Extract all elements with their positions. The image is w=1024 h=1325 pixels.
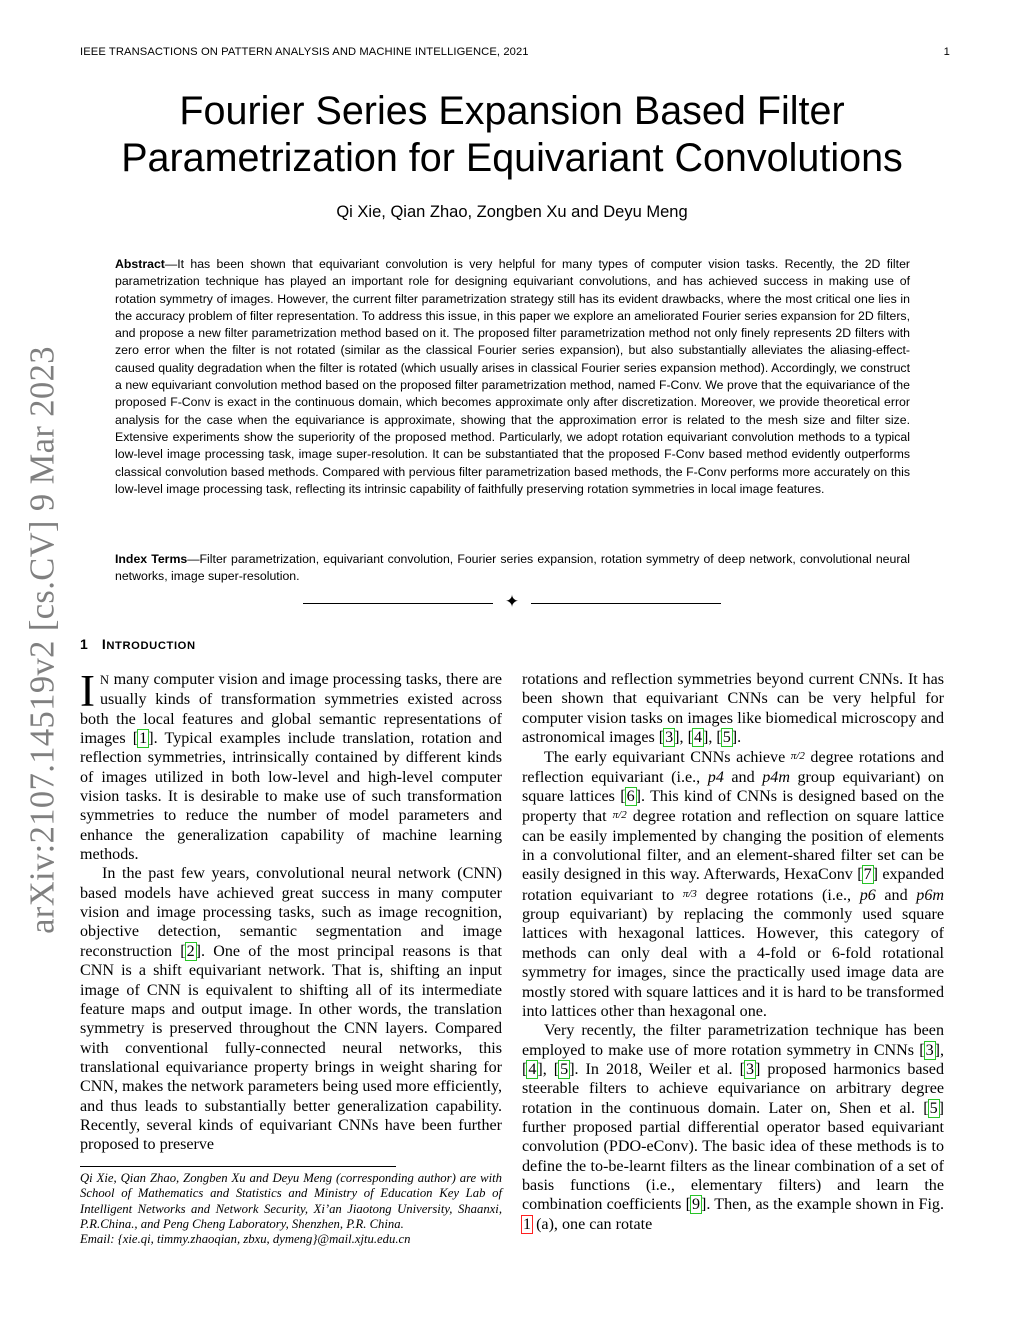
paragraph-text: and: [875, 886, 917, 904]
left-column: [80, 666, 502, 1155]
section-title-rest: NTRODUCTION: [106, 640, 196, 652]
figure-ref-link[interactable]: 1: [523, 1215, 532, 1233]
paragraph-text: The early equivariant CNNs achieve: [544, 749, 791, 767]
paragraph-text: degree rotation and reflection on square lattice can be easily implemented by changing the position of elements in a convolutional filter, and an element-shared filter set can be easily designed in this way. Afterwards, HexaConv: [522, 808, 944, 884]
fraction: π/2: [612, 809, 627, 822]
citation-link[interactable]: 3: [665, 729, 674, 747]
paragraph-text: (a), one can rotate: [532, 1215, 653, 1233]
citation-link[interactable]: 4: [693, 729, 702, 747]
footnote-email: Email: {xie.qi, timmy.zhaoqian, zbxu, dymeng}@mail.xjtu.edu.cn: [80, 1232, 411, 1247]
paper-title: Fourier Series Expansion Based Filter Parametrization for Equivariant Convolutions: [121, 89, 903, 180]
index-terms: [115, 551, 910, 586]
divider-line-left: [303, 603, 493, 604]
paragraph-text: degree rotations and reflection equivariant (i.e.,: [522, 749, 944, 786]
lead-in: N: [100, 673, 110, 687]
citation-link[interactable]: 1: [139, 730, 148, 748]
index-terms-label: Index Terms: [115, 552, 188, 566]
paragraph-text: proposed harmonics based steerable filters to achieve equivariance on arbitrary degree rotation in the continuous domain. Later on, Shen et al.: [522, 1060, 944, 1117]
section-heading: [80, 636, 196, 652]
paragraph-text: and: [723, 768, 763, 786]
running-header: [80, 46, 950, 58]
math-symbol: p6m: [916, 886, 944, 904]
citation-link[interactable]: 7: [863, 866, 872, 884]
right-column: [522, 670, 944, 1234]
separator: ,: [679, 729, 688, 747]
fraction: π/2: [790, 750, 805, 763]
citation-link[interactable]: 3: [925, 1041, 934, 1059]
paragraph-text: In the past few years, convolutional neural network (CNN) based models have achieved great success in many computer vision and image processing tasks, such as image recognition, objective detection, semantic segmentation and image reconstruction: [80, 865, 502, 960]
intro-paragraph-2: In the past few years, convolutional neural network (CNN) based models have achieved great success in many computer vision and image processing tasks, such as image recognition, objective detection, semantic segmentation and image reconstruction [2]. One of the most principal reasons is that CNN is a shift equivariant network. That is, shifting an input image of CNN is equivalent to shifting all of its intermediate feature maps and output image. In other words, the translation symmetry is preserved throughout the CNN layers. Compared with conventional fully-connected neural networks, this translational equivariance property brings in weight sharing for CNN, makes the network parameters being used more efficiently, and thus leads to substantially better generalization capability. Recently, several kinds of equivariant CNNs have been further proposed to preserve: [80, 865, 502, 1154]
paragraph-text: degree rotations (i.e.,: [696, 886, 860, 904]
paragraph-text: . Typical examples include translation, rotation and reflection symmetries, intrinsically contained by different kinds of images utilized in both low-level and high-level computer vision tasks. It is desirable to make use of such transformation symmetries to reduce the number of model parameters and enhance the generalization capability of machine learning methods.: [80, 730, 502, 864]
arxiv-identifier[interactable]: arXiv:2107.14519v2 [cs.CV] 9 Mar 2023: [23, 346, 62, 934]
paragraph-text: group equivariant) on square lattices: [522, 768, 944, 806]
drop-cap: I: [80, 666, 95, 716]
footnote-affiliation: Qi Xie, Qian Zhao, Zongben Xu and Deyu Meng (corresponding author) are with School of Mathematics and Statistics and Ministry of Education Key Lab of Intelligent Networks and Network Security, Xi’an Jiaotong University, Shaanxi, P.R.China., and Peng Cheng Laboratory, Shenzhen, P.R. China.: [80, 1171, 502, 1231]
paragraph-text: . Then, as the example shown in Fig.: [706, 1196, 944, 1214]
paragraph-text: group equivariant) by replacing the commonly used square lattices with hexagonal lattices. However, this category of methods can only deal with a 4-fold or 6-fold rotational symmetry for images, since the practically used image data are mostly stored with square lattices and it is hard to be transformed into lattices other than hexagonal one.: [522, 906, 944, 1020]
math-symbol: p4m: [762, 768, 790, 786]
intro-paragraph-4: The early equivariant CNNs achieve π/2 degree rotations and reflection equivariant (i.e., p4 and p4m group equivariant) on square lattices [6]. This kind of CNNs is designed based on the property that π/2 degree rotation and reflection on square lattice can be easily implemented by changing the position of elements in a convolutional filter, and an element-shared filter set can be easily designed in this way. Afterwards, HexaConv [7] expanded rotation equivariant to π/3 degree rotations (i.e., p6 and p6m group equivariant) by replacing the commonly used square lattices with hexagonal lattices. However, this category of methods can only deal with a 4-fold or 6-fold rotational symmetry for images, since the practically used image data are mostly stored with square lattices and it is hard to be transformed into lattices other than hexagonal one.: [522, 749, 944, 1020]
intro-paragraph-3: rotations and reflection symmetries beyond current CNNs. It has been shown that equivariant CNNs can be very helpful for computer vision tasks on images like biomedical microscopy and astronomical images [3], [4], [5].: [522, 671, 944, 747]
abstract: [115, 256, 910, 498]
index-terms-text: —Filter parametrization, equivariant convolution, Fourier series expansion, rotation symmetry of deep network, convolutional neural networks, image super-resolution.: [115, 552, 911, 584]
paragraph-text: . One of the most principal reasons is that CNN is a shift equivariant network. That is, shifting an input image of CNN is equivalent to shifting all of its intermediate feature maps and output image. In other words, the translation symmetry is preserved throughout the CNN layers. Compared with conventional fully-connected neural networks, this translational equivariance property brings in weight sharing for CNN, makes the network parameters being used more efficiently, and thus leads to substantially better generalization capability. Recently, several kinds of equivariant CNNs have been further proposed to preserve: [80, 942, 502, 1154]
affiliation-footnote: [80, 1171, 502, 1247]
citation-link[interactable]: 3: [745, 1060, 754, 1078]
footnote-rule: [80, 1166, 396, 1167]
math-symbol: p4: [707, 768, 724, 786]
author-list: Qi Xie, Qian Zhao, Zongben Xu and Deyu Meng: [336, 203, 688, 221]
paragraph-text: .: [737, 729, 742, 747]
citation-link[interactable]: 9: [691, 1196, 700, 1214]
intro-paragraph-1: I N many computer vision and image processing tasks, there are usually kinds of transformation symmetries existed across both the local features and global semantic representations of images [1]. Typical examples include translation, rotation and reflection symmetries, intrinsically contained by different kinds of images utilized in both low-level and high-level computer vision tasks. It is desirable to make use of such transformation symmetries to reduce the number of model parameters and enhance the generalization capability of machine learning methods.: [80, 666, 502, 864]
paragraph-text: . In 2018, Weiler et al.: [574, 1060, 740, 1078]
divider-line-right: [531, 603, 721, 604]
citation-link[interactable]: 6: [626, 788, 635, 806]
intro-paragraph-5: Very recently, the filter parametrization technique has been employed to make use of more rotation symmetry in CNNs [3], [4], [5]. In 2018, Weiler et al. [3] proposed harmonics based steerable filters to achieve equivariance on arbitrary degree rotation in the continuous domain. Later on, Shen et al. [5] further proposed partial differential operator based equivariant convolution (PDO-eConv). The basic idea of these methods is to define the to-be-learnt filters as the linear combination of a set of basis functions (i.e., elementary filters) and learn the combination coefficients [9]. Then, as the example shown in Fig. 1 (a), one can rotate: [522, 1022, 944, 1233]
paragraph-text: expanded rotation equivariant to: [522, 866, 944, 904]
separator: ,: [708, 729, 717, 747]
citation-link[interactable]: 5: [560, 1060, 569, 1078]
fraction: π/3: [682, 887, 697, 900]
abstract-text: —It has been shown that equivariant convolution is very helpful for many types of computer vision tasks. Recently, the 2D filter parametrization technique has played an important role for designing equivariant convolutions, and has achieved success in making use of rotation symmetry of images. However, the current filter parametrization strategy still has its evident drawbacks, where the most critical one lies in the accuracy problem of filter representation. To address this issue, in this paper we explore an ameliorated Fourier series expansion for 2D filters, and propose a new filter parametrization method based on it. The proposed filter parametrization method not only finely represents 2D filters with zero error when the filter is not rotated (similar as the classical Fourier series expansion), but also substantially alleviates the aliasing-effect-caused quality degradation when the filter is rotated (which usually arises in classical Fourier series expansion method). Accordingly, we construct a new equivariant convolution method based on the proposed filter parametrization method, named F-Conv. We prove that the equivariance of the proposed F-Conv is exact in the continuous domain, which becomes approximate only after discretization. Moreover, we provide theoretical error analysis for the case when the equivariance is approximate, showing that the approximation error is related to the mesh size and filter size. Extensive experiments show the superiority of the proposed method. Particularly, we adopt rotation equivariant convolution methods to a typical low-level image processing task, image super-resolution. It can be substantiated that the proposed F-Conv based method evidently outperforms classical convolution based methods. Compared with pervious filter parametrization based methods, the F-Conv performs more accurately on this low-level image processing task, reflecting its intrinsic capability of faithfully preserving rotation symmetries in local image features.: [115, 257, 910, 496]
paragraph-text: . This kind of CNNs is designed based on the property that: [522, 788, 944, 826]
page-number: 1: [943, 46, 950, 58]
citation-link[interactable]: 5: [929, 1099, 938, 1117]
math-symbol: p6: [859, 886, 876, 904]
journal-name: IEEE TRANSACTIONS ON PATTERN ANALYSIS AND MACHINE INTELLIGENCE, 2021: [80, 46, 529, 58]
divider-diamond-icon: ✦: [504, 592, 520, 612]
section-number: 1: [80, 636, 89, 652]
section-title-initial: I: [101, 636, 107, 652]
abstract-label: Abstract: [115, 257, 165, 271]
paragraph-text: rotations and reflection symmetries beyond current CNNs. It has been shown that equivariant CNNs can be very helpful for computer vision tasks on images like biomedical microscopy and astronomical images: [522, 671, 944, 747]
separator: ,: [939, 1041, 944, 1059]
paragraph-text: many computer vision and image processing tasks, there are usually kinds of transformation symmetries existed across both the local features and global semantic representations of images: [80, 671, 502, 748]
citation-link[interactable]: 5: [722, 729, 731, 747]
paragraph-text: further proposed partial differential operator based equivariant convolution (PDO-eConv). The basic idea of these methods is to define the to-be-learnt filters as the linear combination of a set of basis functions (i.e., elementary filters) and learn the combination coefficients: [522, 1118, 944, 1214]
separator: ,: [542, 1060, 554, 1078]
citation-link[interactable]: 4: [528, 1060, 537, 1078]
citation-link[interactable]: 2: [186, 942, 195, 960]
paragraph-text: Very recently, the filter parametrization technique has been employed to make use of more rotation symmetry in CNNs: [522, 1022, 944, 1059]
